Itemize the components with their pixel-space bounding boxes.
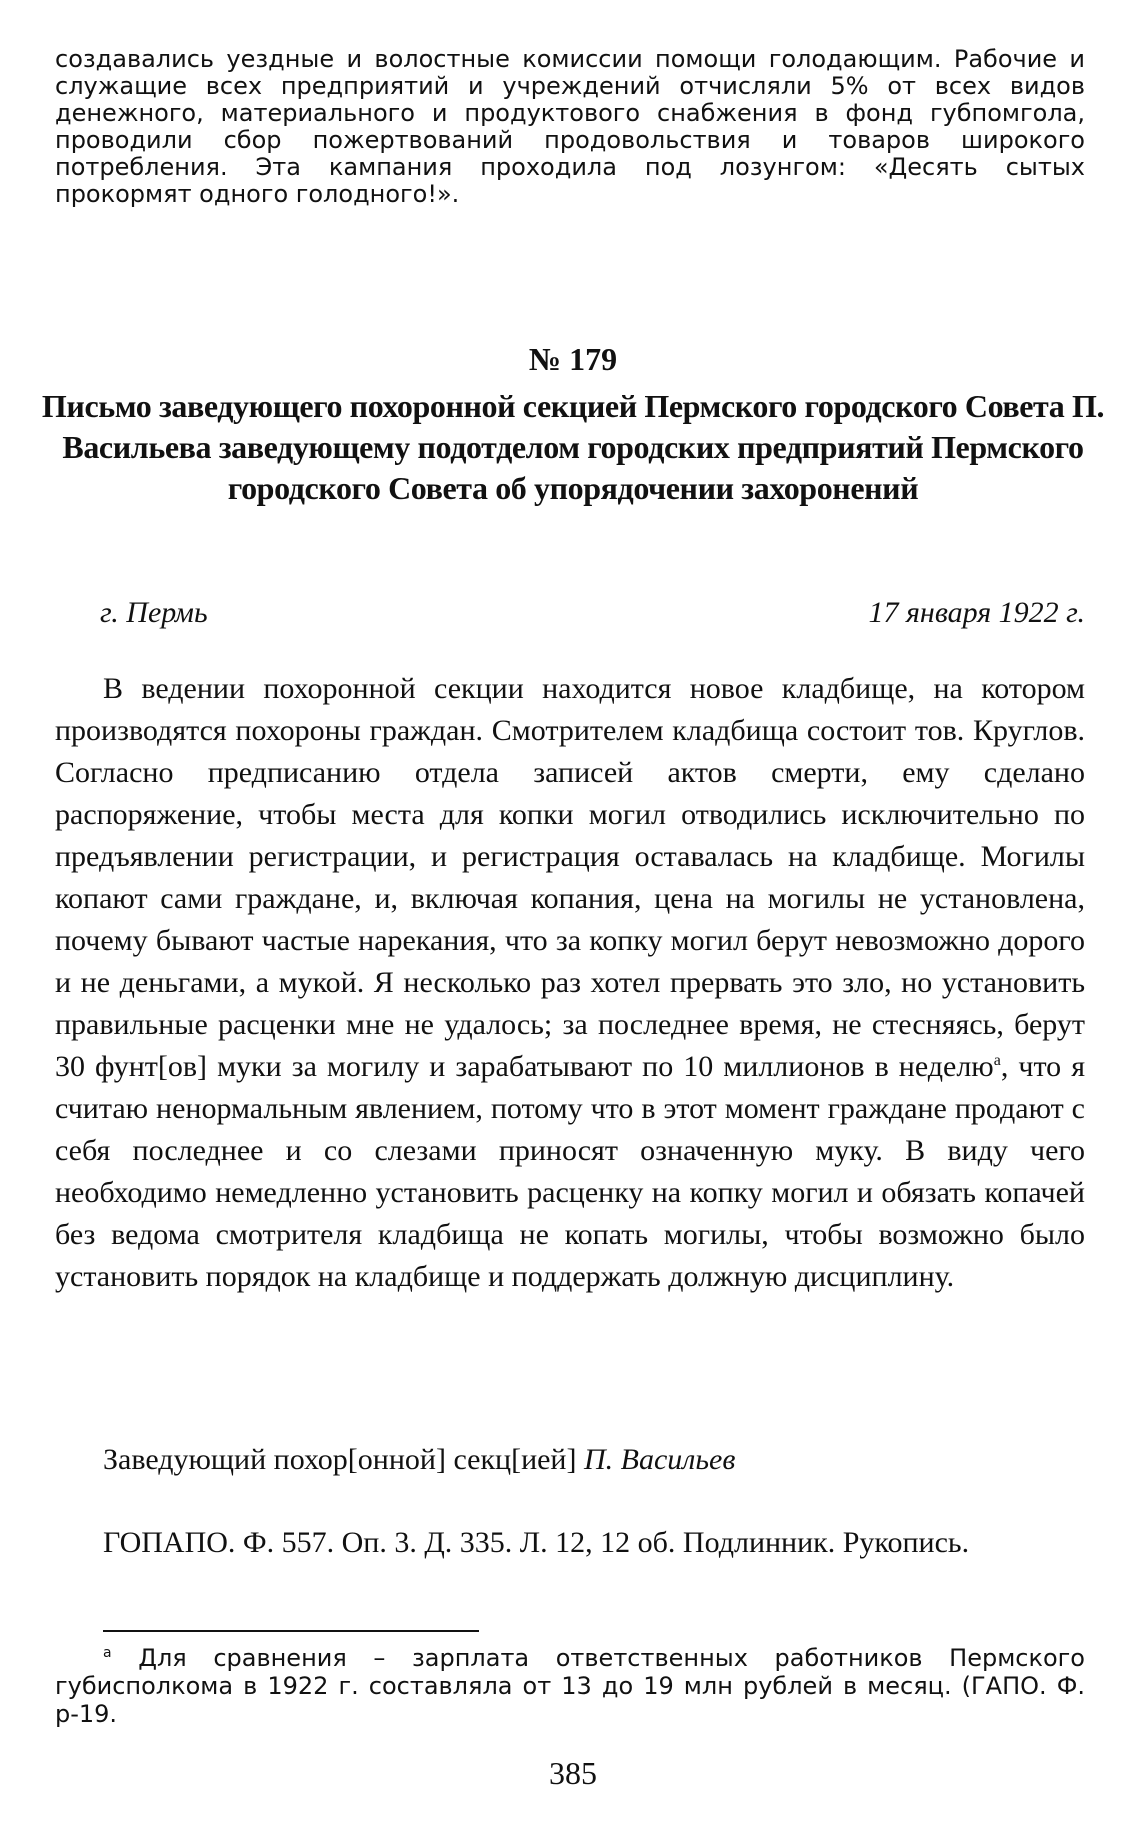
archive-reference: ГОПАПО. Ф. 557. Оп. 3. Д. 335. Л. 12, 12 об. Подлинник. Рукопись. <box>103 1526 970 1559</box>
intro-paragraph: создавались уездные и волостные комиссии помощи голодающим. Рабочие и служащие всех предприятий и учреждений отчисляли 5% от всех видов денежного, материального и продуктового снабжения в фонд губпомгола, проводили сбор пожертвований продовольствия и товаров широкого потребления. Эта кампания проходила под лозунгом: «Десять сытых прокормят одного голодного!». <box>55 45 1085 208</box>
document-place: г. Пермь <box>100 596 208 629</box>
footnote-divider <box>103 1630 479 1632</box>
footnote-text: Для сравнения – зарплата ответственных работников Пермского губисполкома в 1922 г. составляла от 13 до 19 млн рублей в месяц. (ГАПО. Ф. р-19. <box>55 1644 1085 1728</box>
letter-body-part-1: В ведении похоронной секции находится новое кладбище, на котором производятся похороны граждан. Смотрителем кладбища состоит тов. Круглов. Согласно предписанию отдела записей актов смерти, ему сделано распоряжение, чтобы места для копки могил отводились исключительно по предъявлении регистрации, и регистрация оставалась на кладбище. Могилы копают сами граждане, и, включая копания, цена на могилы не установлена, почему бывают частые нарекания, что за копку могил берут невозможно дорого и не деньгами, а мукой. Я несколько раз хотел прервать это зло, но установить правильные расценки мне не удалось; за последнее время, не стесняясь, берут 30 фунт[ов] муки за могилу и зарабатывают по 10 миллионов в неделю <box>55 672 1085 1083</box>
signature-line <box>103 1440 735 1480</box>
footnote <box>55 1644 1085 1728</box>
letter-body-part-2: , что я считаю ненормальным явлением, потому что в этот момент граждане продают с себя последнее и со слезами приносят означенную муку. В виду чего необходимо немедленно установить расценку на копку могил и обязать копачей без ведома смотрителя кладбища не копать могилы, чтобы возможно было установить порядок на кладбище и поддержать должную дисциплину. <box>55 1050 1085 1293</box>
footnote-reference: а <box>993 1052 1001 1069</box>
letter-body <box>55 668 1085 1298</box>
document-title: Письмо заведующего похоронной секцией Пермского городского Совета П. Васильева заведующему подотделом городских предприятий Пермского городского Совета об упорядочении захоронений <box>41 388 1105 506</box>
document-date: 17 января 1922 г. <box>868 596 1085 629</box>
page-number: 385 <box>549 1755 597 1791</box>
signature-position: Заведующий похор[онной] секц[ией] <box>103 1443 577 1476</box>
signature-name: П. Васильев <box>583 1443 736 1476</box>
document-number: № 179 <box>528 341 618 377</box>
footnote-marker: а <box>103 1645 112 1661</box>
